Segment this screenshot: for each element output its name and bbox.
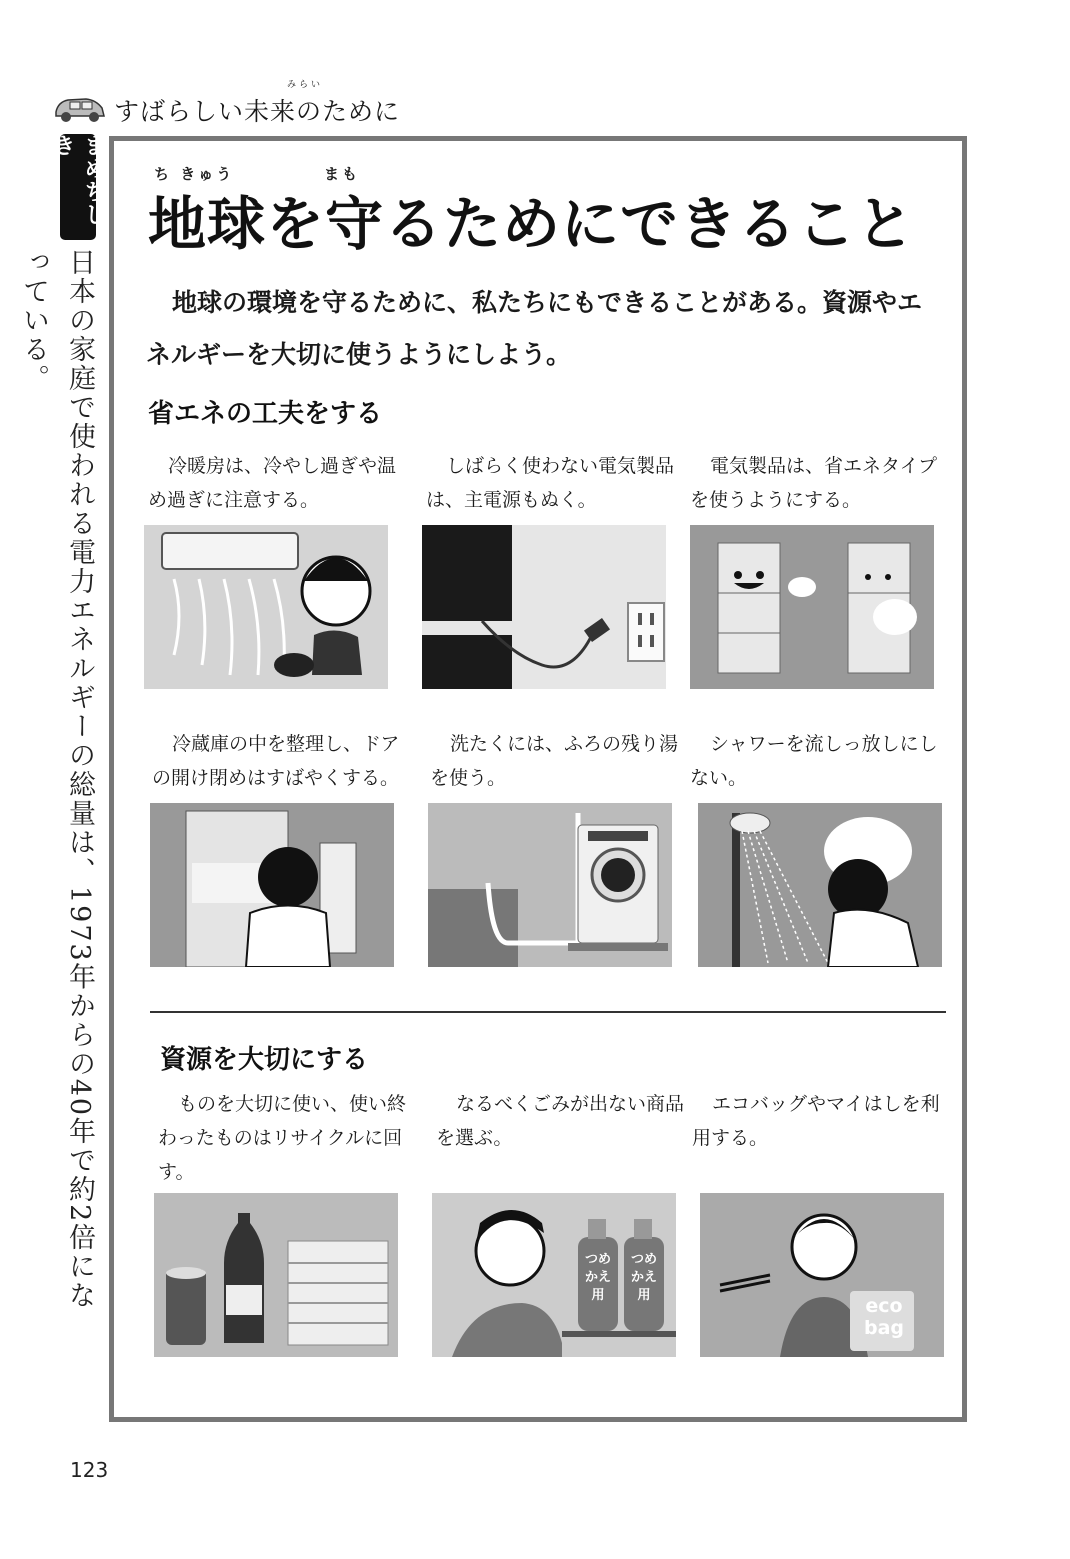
section-divider [150, 1011, 946, 1013]
chapter-title-ruby: みらい [287, 80, 324, 90]
illustration-eco-fridge [690, 525, 934, 689]
tip-less-waste: なるべくごみが出ない商品を選ぶ。 [436, 1093, 685, 1149]
ecobag-label-line-2: bag [863, 1317, 905, 1339]
chapter-title: すばらしい未来のために [114, 97, 401, 126]
chapter-header [52, 80, 552, 130]
illustration-recycle [154, 1193, 398, 1357]
ecobag-label-line-1: eco [865, 1295, 903, 1317]
illustration-shower [698, 803, 942, 967]
section-heading-resources: 資源を大切にする [160, 1045, 369, 1075]
tip-shower: シャワーを流しっ放しにしない。 [690, 733, 938, 789]
page-number: 123 [70, 1458, 109, 1482]
illustration-open-fridge [150, 803, 394, 967]
car-icon [52, 90, 106, 124]
ecobag-label [854, 1295, 914, 1339]
illustration-washer [428, 803, 672, 967]
trivia-badge: まめちしき [60, 134, 96, 240]
tip-unplug: しばらく使わない電気製品は、主電源もぬく。 [426, 455, 675, 511]
tip-aircon: 冷暖房は、冷やし過ぎや温め過ぎに注意する。 [148, 455, 397, 511]
tip-eco-appliance: 電気製品は、省エネタイプを使うようにする。 [690, 455, 938, 511]
illustration-ecobag [700, 1193, 944, 1357]
trivia-text: 日本の家庭で使われる電力エネルギーの総量は、1973年からの40年で約2倍になっている。 [18, 248, 95, 1311]
refill-label-left: つめ かえ用 [584, 1252, 611, 1303]
illustration-refill [432, 1193, 676, 1357]
intro-paragraph: 地球の環境を守るために、私たちにもできることがある。資源やエネルギーを大切に使うようにしよう。 [146, 288, 923, 369]
tip-ecobag: エコバッグやマイはしを利用する。 [692, 1093, 940, 1149]
tip-recycle: ものを大切に使い、使い終わったものはリサイクルに回す。 [158, 1093, 407, 1183]
section-heading-energy: 省エネの工夫をする [148, 399, 383, 429]
illustration-aircon [144, 525, 388, 689]
tip-bathwater: 洗たくには、ふろの残り湯を使う。 [430, 733, 679, 789]
page-title: 地球を守るためにできること [148, 190, 916, 258]
refill-label-right: つめ かえ用 [630, 1252, 657, 1303]
title-ruby-protect: まも [324, 165, 361, 183]
title-ruby-earth: ち きゅう [154, 165, 235, 183]
tip-fridge: 冷蔵庫の中を整理し、ドアの開け閉めはすばやくする。 [152, 733, 400, 789]
main-frame [109, 136, 967, 1422]
illustration-unplug [422, 525, 666, 689]
